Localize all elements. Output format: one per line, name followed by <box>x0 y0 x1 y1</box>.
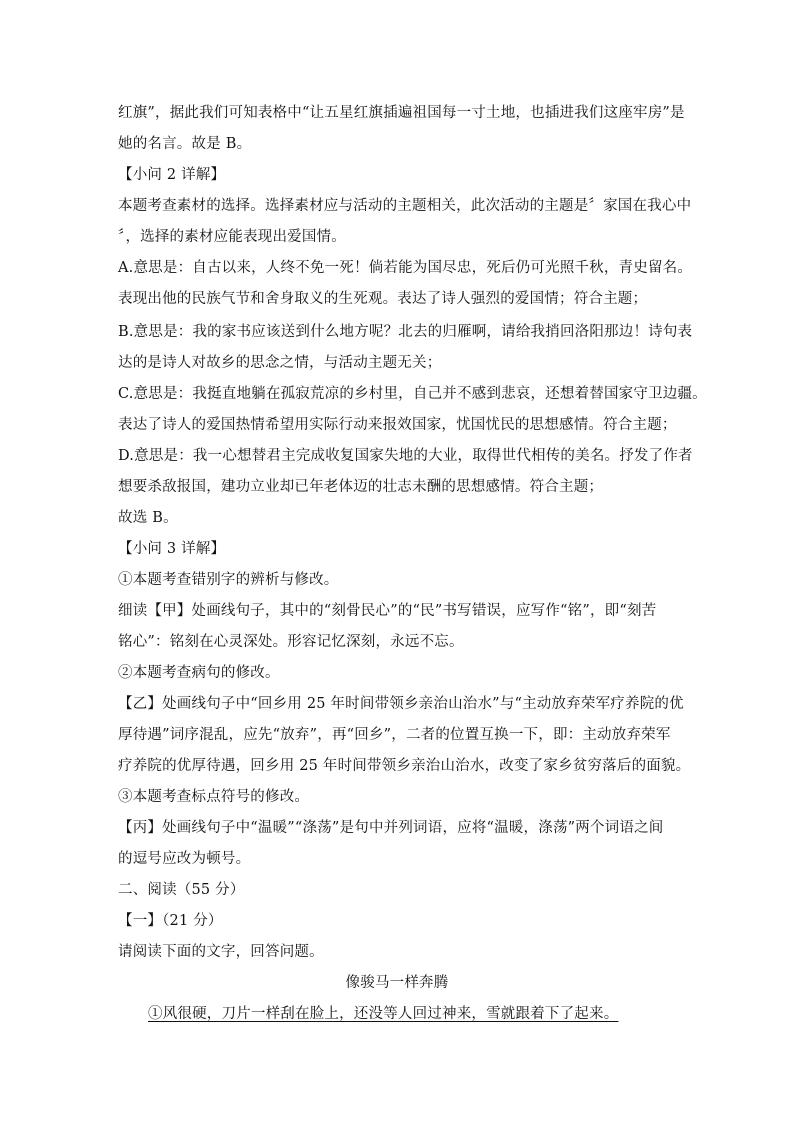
section-heading: 【一】（21 分） <box>118 913 223 929</box>
text-line: 红旗”，据此我们可知表格中“让五星红旗插遍祖国每一寸土地，也插进我们这座牢房”是 <box>118 105 685 121</box>
text-line: 表现出他的民族气节和舍身取义的生死观。表达了诗人强烈的爱国情；符合主题； <box>118 291 648 307</box>
text-line: D.意思是：我一心想替君主完成收复国家失地的大业，取得世代相传的美名。抒发了作者 <box>118 448 693 464</box>
text-line: 表达了诗人的爱国热情希望用实际行动来报效国家，忧国忧民的思想感情。符合主题； <box>118 417 677 433</box>
section-heading: 【小问 3 详解】 <box>118 541 226 557</box>
text-line: 故选 B。 <box>118 510 178 526</box>
text-line: 【丙】处画线句子中“温暖”“涤荡”是句中并列词语，应将“温暖，涤荡”两个词语之间 <box>118 820 664 836</box>
text-line: 【乙】处画线句子中“回乡用 25 年时间带领乡亲治山治水”与“主动放弃荣军疗养院的优 <box>118 696 684 712</box>
text-line: ①本题考查错别字的辨析与修改。 <box>118 572 339 588</box>
section-heading: 二、阅读（55 分） <box>118 882 245 898</box>
text-line: ③本题考查标点符号的修改。 <box>118 789 310 805</box>
text-line: 请阅读下面的文字，回答问题。 <box>118 944 324 960</box>
text-line: 达的是诗人对故乡的思念之情，与活动主题无关； <box>118 355 442 371</box>
text-line: 本题考查素材的选择。选择素材应与活动的主题相关，此次活动的主题是〞家国在我心中 <box>118 198 692 214</box>
text-line: 想要杀敌报国，建功立业却已年老体迈的壮志未酬的思想感情。符合主题； <box>118 479 604 495</box>
text-line: 厚待遇”词序混乱，应先“放弃”，再“回乡”，二者的位置互换一下，即：主动放弃荣军 <box>118 727 671 743</box>
text-line: 〞，选择的素材应能表现出爱国情。 <box>118 229 346 245</box>
text-line: C.意思是：我挺直地躺在孤寂荒凉的乡村里，自己并不感到悲哀，还想着替国家守卫边疆。 <box>118 386 707 402</box>
section-heading: 【小问 2 详解】 <box>118 167 226 183</box>
text-line: 她的名言。故是 B。 <box>118 136 252 152</box>
article-paragraph: ①风很硬，刀片一样刮在脸上，还没等人回过神来，雪就跟着下了起来。 <box>148 1006 619 1022</box>
text-line: A.意思是：自古以来，人终不免一死！倘若能为国尽忠，死后仍可光照千秋，青史留名。 <box>118 260 693 276</box>
text-line: 铭心”：铭刻在心灵深处。形容记忆深刻，永远不忘。 <box>118 634 464 650</box>
text-line: 的逗号应改为顿号。 <box>118 851 251 867</box>
article-title: 像骏马一样奔腾 <box>345 975 449 991</box>
text-line: 细读【甲】处画线句子，其中的“刻骨民心”的“民”书写错误，应写作“铭”，即“刻苦 <box>118 603 657 619</box>
text-line: 疗养院的优厚待遇，回乡用 25 年时间带领乡亲治山治水，改变了家乡贫穷落后的面貌。 <box>118 758 691 774</box>
text-line: B.意思是：我的家书应该送到什么地方呢？北去的归雁啊，请给我捎回洛阳那边！诗句表 <box>118 324 693 340</box>
text-line: ②本题考查病句的修改。 <box>118 665 280 681</box>
